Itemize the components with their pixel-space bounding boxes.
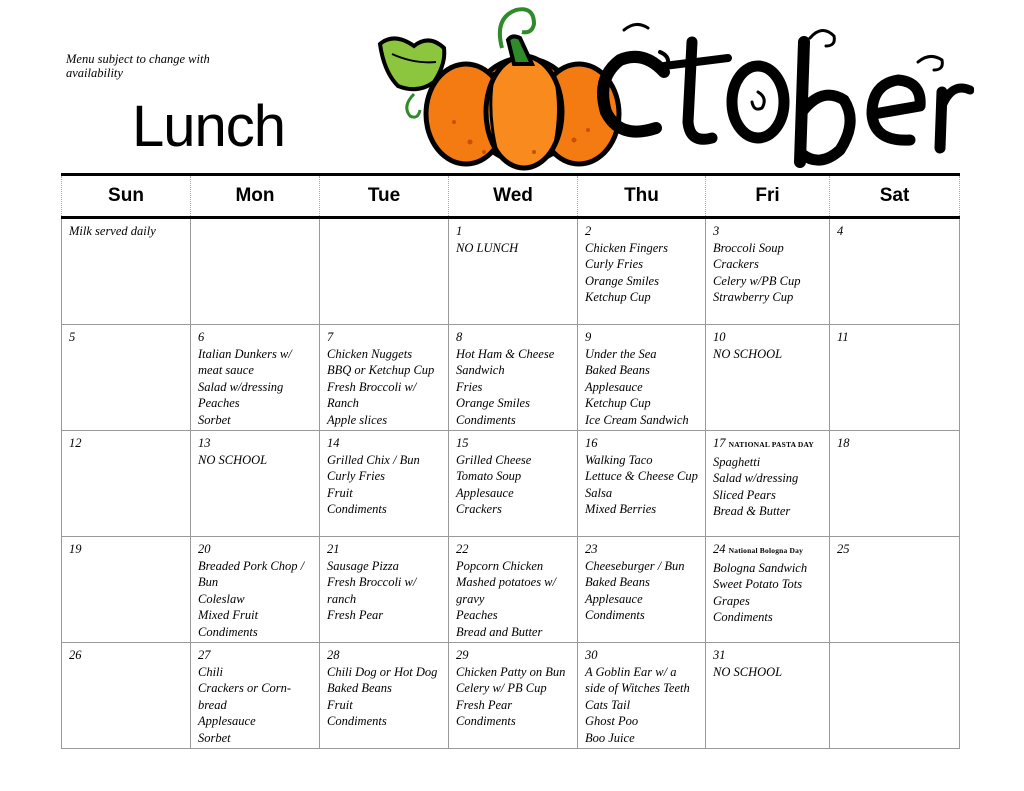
menu-item: Chili (198, 664, 224, 679)
menu-item: Crackers (456, 502, 502, 517)
menu-item: Condiments (327, 714, 387, 729)
day-number-line (837, 223, 953, 240)
weekday-header-sat: Sat (830, 175, 960, 218)
menu-item: Fresh Broccoli w/ Ranch (327, 379, 417, 411)
day-number: 22 (456, 542, 469, 556)
day-number-line (198, 647, 313, 664)
day-number: 20 (198, 542, 211, 556)
day-number: 6 (198, 330, 205, 344)
calendar-day-cell (62, 431, 191, 537)
weekday-header-sun: Sun (62, 175, 191, 218)
menu-item: NO LUNCH (456, 240, 519, 255)
menu-change-note: Menu subject to change with availability (66, 52, 210, 80)
day-number-line (585, 223, 699, 240)
day-number-line (327, 647, 442, 664)
day-number-line (198, 541, 313, 558)
day-number: 16 (585, 436, 598, 450)
menu-item: Mashed potatoes w/ gravy (456, 575, 556, 606)
menu-item: NO SCHOOL (713, 346, 783, 361)
menu-item: Bread and Butter (456, 624, 543, 639)
menu-item: Condiments (585, 608, 645, 623)
calendar-day-cell (706, 325, 830, 431)
menu-item: Sausage Pizza (327, 558, 399, 573)
menu-item: NO SCHOOL (198, 452, 268, 467)
menu-item: Chicken Fingers (585, 240, 668, 255)
calendar-day-cell (62, 218, 191, 325)
menu-item: Fresh Pear (327, 608, 384, 623)
calendar-day-cell (320, 325, 449, 431)
lunch-calendar (61, 173, 960, 749)
day-number: 10 (713, 330, 726, 344)
menu-item: Ketchup Cup (585, 290, 651, 305)
day-number-line (327, 435, 442, 452)
day-number-line (713, 435, 823, 454)
calendar-day-cell (320, 643, 449, 749)
menu-item: Celery w/ PB Cup (456, 681, 547, 696)
calendar-day-cell (191, 218, 320, 325)
calendar-week-row (62, 218, 960, 325)
day-number: 4 (837, 224, 844, 238)
special-day-label: National Bologna Day (728, 546, 804, 555)
calendar-day-cell (449, 218, 578, 325)
menu-item: Fresh Broccoli w/ ranch (327, 575, 417, 606)
menu-item: Popcorn Chicken (456, 558, 544, 573)
day-number-line (585, 329, 699, 346)
day-number-line (198, 329, 313, 346)
menu-item: Lettuce & Cheese Cup (585, 469, 698, 484)
calendar-day-cell (578, 643, 706, 749)
menu-item: Peaches (456, 608, 498, 623)
menu-item: Salad w/dressing (713, 471, 799, 486)
calendar-day-cell (578, 431, 706, 537)
day-number-line (837, 435, 953, 452)
calendar-day-cell (706, 537, 830, 643)
menu-item: Orange Smiles (585, 273, 659, 288)
calendar-day-cell (62, 643, 191, 749)
menu-item: Condiments (456, 714, 516, 729)
day-number-line (585, 435, 699, 452)
menu-item: Condiments (327, 502, 387, 517)
menu-item: Italian Dunkers w/ meat sauce (198, 346, 292, 378)
menu-item: Applesauce (585, 591, 643, 606)
day-number: 5 (69, 330, 76, 344)
calendar-day-cell (191, 643, 320, 749)
day-number: 7 (327, 330, 334, 344)
menu-item: Bread & Butter (713, 504, 791, 519)
calendar-day-cell (62, 537, 191, 643)
menu-item: Mixed Berries (585, 502, 657, 517)
day-number: 25 (837, 542, 850, 556)
menu-item: Mixed Fruit (198, 608, 259, 623)
calendar-day-cell (830, 431, 960, 537)
menu-item: Fries (456, 379, 483, 394)
menu-item: Ice Cream Sandwich (585, 412, 689, 427)
menu-item: Fruit (327, 485, 353, 500)
menu-item: Baked Beans (585, 575, 650, 590)
day-number-line (713, 329, 823, 346)
menu-item: Coleslaw (198, 591, 245, 606)
menu-item: BBQ or Ketchup Cup (327, 363, 435, 378)
day-number: 27 (198, 648, 211, 662)
calendar-day-cell (830, 537, 960, 643)
special-day-label: NATIONAL PASTA DAY (728, 440, 815, 449)
day-number: 3 (713, 224, 720, 238)
day-number-line (585, 647, 699, 664)
day-number: 17 (713, 436, 726, 450)
day-number: 26 (69, 648, 82, 662)
menu-item: Cheeseburger / Bun (585, 558, 685, 573)
menu-item: Applesauce (585, 379, 643, 394)
menu-item: A Goblin Ear w/ a side of Witches Teeth (585, 664, 690, 696)
day-number-line (837, 329, 953, 346)
milk-note: Milk served daily (69, 224, 156, 238)
day-number: 24 (713, 542, 726, 556)
calendar-day-cell (578, 325, 706, 431)
calendar-day-cell (449, 431, 578, 537)
menu-item: Sliced Pears (713, 487, 776, 502)
menu-item: Baked Beans (327, 681, 392, 696)
menu-item: Apple slices (327, 412, 388, 427)
menu-item: Chicken Nuggets (327, 346, 413, 361)
day-number-line (69, 541, 184, 558)
menu-item: Sweet Potato Tots (713, 577, 803, 592)
menu-item: Chili Dog or Hot Dog (327, 664, 438, 679)
day-number-line (456, 647, 571, 664)
menu-item: Walking Taco (585, 452, 653, 467)
day-number: 1 (456, 224, 463, 238)
menu-item: Ketchup Cup (585, 396, 651, 411)
calendar-day-cell (320, 537, 449, 643)
menu-item: Salsa (585, 485, 613, 500)
menu-item: Crackers or Corn-bread (198, 681, 292, 712)
day-number: 11 (837, 330, 849, 344)
calendar-day-cell (191, 431, 320, 537)
menu-item: Baked Beans (585, 363, 650, 378)
day-number: 30 (585, 648, 598, 662)
day-number: 28 (327, 648, 340, 662)
menu-item: Curly Fries (585, 257, 643, 272)
calendar-day-cell (578, 537, 706, 643)
menu-item: Ghost Poo (585, 714, 639, 729)
menu-item: Breaded Pork Chop / Bun (198, 558, 305, 590)
day-number-line (585, 541, 699, 558)
weekday-header-thu: Thu (578, 175, 706, 218)
day-number: 19 (69, 542, 82, 556)
menu-item: Cats Tail (585, 697, 631, 712)
calendar-day-cell (830, 643, 960, 749)
day-number-line (69, 329, 184, 346)
menu-item: Salad w/dressing (198, 379, 284, 394)
menu-item: Boo Juice (585, 730, 635, 745)
weekday-header-tue: Tue (320, 175, 449, 218)
day-number: 8 (456, 330, 463, 344)
menu-item: Spaghetti (713, 454, 761, 469)
calendar-week-row (62, 643, 960, 749)
day-number-line (837, 541, 953, 558)
day-number: 14 (327, 436, 340, 450)
menu-item: Hot Ham & Cheese Sandwich (456, 346, 555, 378)
day-number: 2 (585, 224, 592, 238)
day-number: 23 (585, 542, 598, 556)
calendar-week-row (62, 431, 960, 537)
day-number: 21 (327, 542, 340, 556)
calendar-day-cell (706, 431, 830, 537)
day-number-line (713, 647, 823, 664)
day-number: 13 (198, 436, 211, 450)
menu-item: Orange Smiles (456, 396, 530, 411)
menu-item: Bologna Sandwich (713, 560, 808, 575)
calendar-day-cell (830, 218, 960, 325)
page-title: Lunch (132, 94, 286, 159)
calendar-day-cell (578, 218, 706, 325)
calendar-day-cell (449, 537, 578, 643)
menu-item: Grapes (713, 593, 750, 608)
menu-item: Grilled Chix / Bun (327, 452, 420, 467)
menu-item: Fresh Pear (456, 697, 513, 712)
menu-item: Crackers (713, 257, 759, 272)
day-number-line (198, 435, 313, 452)
pumpkin-illustration (374, 2, 974, 172)
day-number-line (69, 647, 184, 664)
menu-item: Sorbet (198, 412, 231, 427)
menu-item: Strawberry Cup (713, 290, 794, 305)
day-number-line (456, 541, 571, 558)
menu-item: Sorbet (198, 730, 231, 745)
weekday-header-mon: Mon (191, 175, 320, 218)
calendar-week-row (62, 325, 960, 431)
menu-item: Chicken Patty on Bun (456, 664, 566, 679)
day-number-line (327, 329, 442, 346)
calendar-day-cell (449, 325, 578, 431)
menu-item: Broccoli Soup (713, 240, 784, 255)
menu-item: Under the Sea (585, 346, 657, 361)
weekday-header-fri: Fri (706, 175, 830, 218)
calendar-body (62, 218, 960, 749)
calendar-day-cell (191, 537, 320, 643)
day-number-line (713, 223, 823, 240)
calendar-day-cell (830, 325, 960, 431)
calendar-day-cell (62, 325, 191, 431)
day-number-line (456, 329, 571, 346)
menu-item: Fruit (327, 697, 353, 712)
day-number: 29 (456, 648, 469, 662)
menu-item: Applesauce (456, 485, 514, 500)
day-number-line (69, 435, 184, 452)
day-number: 12 (69, 436, 82, 450)
menu-item: Celery w/PB Cup (713, 273, 801, 288)
menu-item: Applesauce (198, 714, 256, 729)
menu-item: Grilled Cheese (456, 452, 532, 467)
day-number-line (456, 223, 571, 240)
day-number-line (456, 435, 571, 452)
calendar-day-cell (320, 431, 449, 537)
day-number: 9 (585, 330, 592, 344)
day-number: 18 (837, 436, 850, 450)
weekday-header-wed: Wed (449, 175, 578, 218)
weekday-header-row (62, 175, 960, 218)
calendar-day-cell (706, 643, 830, 749)
menu-item: Peaches (198, 396, 240, 411)
day-number-line (713, 541, 823, 560)
menu-item: Condiments (456, 412, 516, 427)
day-number-line (327, 541, 442, 558)
calendar-day-cell (706, 218, 830, 325)
menu-item: NO SCHOOL (713, 664, 783, 679)
menu-item: Condiments (713, 610, 773, 625)
calendar-day-cell (320, 218, 449, 325)
calendar-week-row (62, 537, 960, 643)
calendar-day-cell (191, 325, 320, 431)
menu-item: Condiments (198, 624, 258, 639)
day-number: 15 (456, 436, 469, 450)
menu-item: Curly Fries (327, 469, 385, 484)
day-number: 31 (713, 648, 726, 662)
calendar-day-cell (449, 643, 578, 749)
menu-item: Tomato Soup (456, 469, 522, 484)
